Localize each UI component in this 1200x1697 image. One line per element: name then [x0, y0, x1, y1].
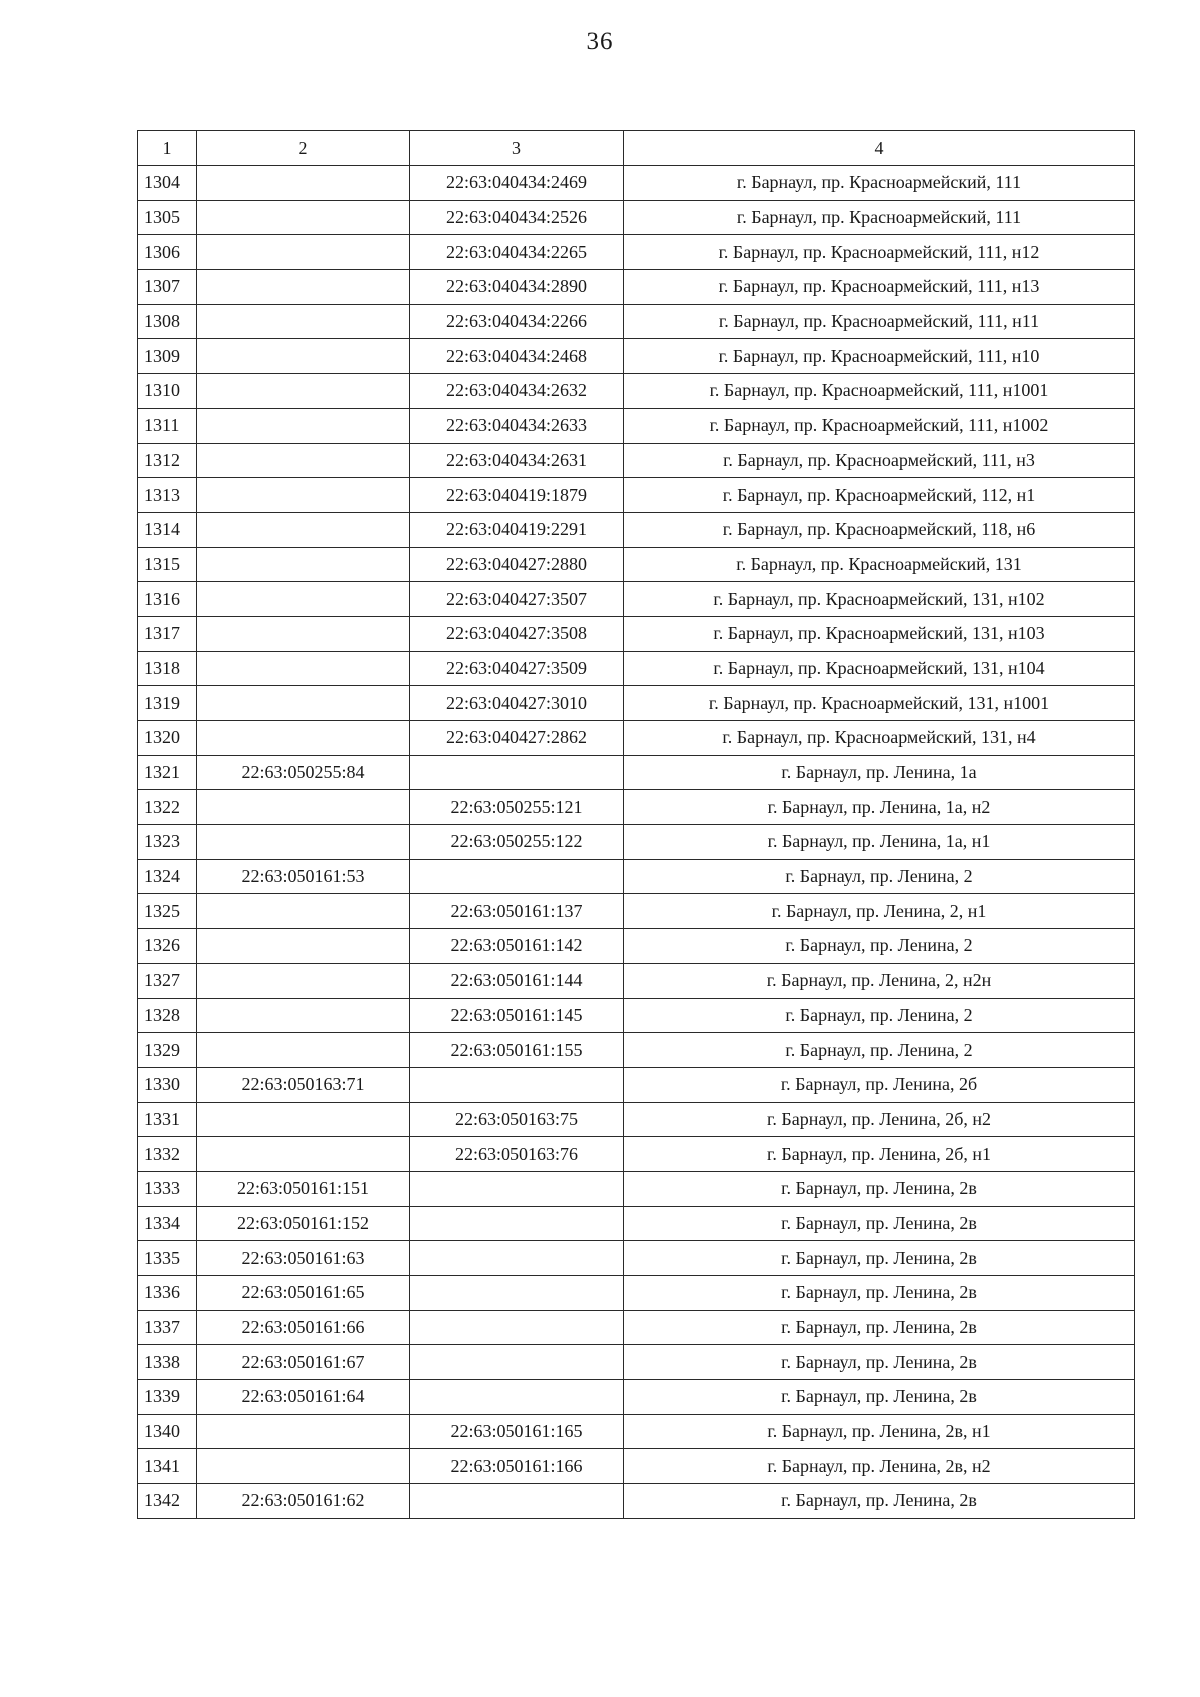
header-col-3: 3 [410, 131, 624, 166]
row-number-cell: 1308 [138, 304, 197, 339]
page-number: 36 [586, 28, 614, 55]
land-cadastral-number-cell [197, 686, 410, 721]
land-cadastral-number-cell [197, 478, 410, 513]
address-cell: г. Барнаул, пр. Красноармейский, 111, н12 [624, 235, 1135, 270]
land-cadastral-number-cell [197, 304, 410, 339]
land-cadastral-number-cell [197, 894, 410, 929]
land-cadastral-number-cell: 22:63:050255:84 [197, 755, 410, 790]
table-row [138, 1310, 1135, 1345]
address-cell: г. Барнаул, пр. Ленина, 2в [624, 1171, 1135, 1206]
premises-cadastral-number-cell [410, 1241, 624, 1276]
premises-cadastral-number-cell: 22:63:040434:2890 [410, 270, 624, 305]
table-row [138, 1171, 1135, 1206]
table-row [138, 1137, 1135, 1172]
row-number-cell: 1309 [138, 339, 197, 374]
table-row [138, 547, 1135, 582]
header-col-4: 4 [624, 131, 1135, 166]
row-number-cell: 1316 [138, 582, 197, 617]
land-cadastral-number-cell: 22:63:050161:67 [197, 1345, 410, 1380]
premises-cadastral-number-cell: 22:63:050161:142 [410, 929, 624, 964]
premises-cadastral-number-cell: 22:63:050163:76 [410, 1137, 624, 1172]
address-cell: г. Барнаул, пр. Ленина, 1а, н2 [624, 790, 1135, 825]
land-cadastral-number-cell: 22:63:050161:65 [197, 1276, 410, 1311]
address-cell: г. Барнаул, пр. Красноармейский, 131, н103 [624, 616, 1135, 651]
land-cadastral-number-cell: 22:63:050163:71 [197, 1067, 410, 1102]
premises-cadastral-number-cell: 22:63:050161:144 [410, 963, 624, 998]
land-cadastral-number-cell [197, 1102, 410, 1137]
address-cell: г. Барнаул, пр. Ленина, 2, н1 [624, 894, 1135, 929]
row-number-cell: 1342 [138, 1484, 197, 1519]
table-body [138, 166, 1135, 1519]
land-cadastral-number-cell: 22:63:050161:151 [197, 1171, 410, 1206]
land-cadastral-number-cell [197, 339, 410, 374]
premises-cadastral-number-cell: 22:63:050163:75 [410, 1102, 624, 1137]
row-number-cell: 1333 [138, 1171, 197, 1206]
registry-table [137, 130, 1135, 1519]
premises-cadastral-number-cell [410, 1206, 624, 1241]
address-cell: г. Барнаул, пр. Красноармейский, 111 [624, 200, 1135, 235]
row-number-cell: 1331 [138, 1102, 197, 1137]
land-cadastral-number-cell: 22:63:050161:152 [197, 1206, 410, 1241]
address-cell: г. Барнаул, пр. Красноармейский, 131, н102 [624, 582, 1135, 617]
address-cell: г. Барнаул, пр. Ленина, 2в [624, 1241, 1135, 1276]
land-cadastral-number-cell [197, 235, 410, 270]
premises-cadastral-number-cell: 22:63:040434:2266 [410, 304, 624, 339]
land-cadastral-number-cell [197, 998, 410, 1033]
address-cell: г. Барнаул, пр. Красноармейский, 111 [624, 166, 1135, 201]
row-number-cell: 1337 [138, 1310, 197, 1345]
table-row [138, 235, 1135, 270]
row-number-cell: 1330 [138, 1067, 197, 1102]
table-header [138, 131, 1135, 166]
table-row [138, 998, 1135, 1033]
header-col-1: 1 [138, 131, 197, 166]
land-cadastral-number-cell [197, 408, 410, 443]
row-number-cell: 1325 [138, 894, 197, 929]
row-number-cell: 1304 [138, 166, 197, 201]
table-row [138, 825, 1135, 860]
row-number-cell: 1319 [138, 686, 197, 721]
premises-cadastral-number-cell: 22:63:050161:165 [410, 1414, 624, 1449]
table-row [138, 374, 1135, 409]
premises-cadastral-number-cell: 22:63:050255:122 [410, 825, 624, 860]
table-row [138, 929, 1135, 964]
premises-cadastral-number-cell: 22:63:050161:155 [410, 1033, 624, 1068]
address-cell: г. Барнаул, пр. Ленина, 2, н2н [624, 963, 1135, 998]
table-row [138, 894, 1135, 929]
table-row [138, 859, 1135, 894]
premises-cadastral-number-cell: 22:63:040427:2862 [410, 721, 624, 756]
table-row [138, 651, 1135, 686]
row-number-cell: 1311 [138, 408, 197, 443]
table-row [138, 1414, 1135, 1449]
row-number-cell: 1312 [138, 443, 197, 478]
table-row [138, 200, 1135, 235]
premises-cadastral-number-cell: 22:63:040434:2265 [410, 235, 624, 270]
land-cadastral-number-cell [197, 1449, 410, 1484]
address-cell: г. Барнаул, пр. Ленина, 2б [624, 1067, 1135, 1102]
address-cell: г. Барнаул, пр. Ленина, 1а, н1 [624, 825, 1135, 860]
row-number-cell: 1328 [138, 998, 197, 1033]
table-row [138, 1241, 1135, 1276]
row-number-cell: 1335 [138, 1241, 197, 1276]
address-cell: г. Барнаул, пр. Красноармейский, 111, н11 [624, 304, 1135, 339]
land-cadastral-number-cell [197, 166, 410, 201]
row-number-cell: 1313 [138, 478, 197, 513]
premises-cadastral-number-cell [410, 859, 624, 894]
address-cell: г. Барнаул, пр. Ленина, 2в [624, 1380, 1135, 1415]
address-cell: г. Барнаул, пр. Красноармейский, 131, н4 [624, 721, 1135, 756]
row-number-cell: 1341 [138, 1449, 197, 1484]
header-col-2: 2 [197, 131, 410, 166]
table-row [138, 721, 1135, 756]
premises-cadastral-number-cell: 22:63:050161:166 [410, 1449, 624, 1484]
premises-cadastral-number-cell [410, 1310, 624, 1345]
address-cell: г. Барнаул, пр. Красноармейский, 111, н3 [624, 443, 1135, 478]
address-cell: г. Барнаул, пр. Красноармейский, 111, н1002 [624, 408, 1135, 443]
row-number-cell: 1310 [138, 374, 197, 409]
address-cell: г. Барнаул, пр. Ленина, 2в, н1 [624, 1414, 1135, 1449]
address-cell: г. Барнаул, пр. Красноармейский, 131 [624, 547, 1135, 582]
address-cell: г. Барнаул, пр. Ленина, 2в [624, 1310, 1135, 1345]
table-row [138, 512, 1135, 547]
row-number-cell: 1322 [138, 790, 197, 825]
table-row [138, 1033, 1135, 1068]
row-number-cell: 1321 [138, 755, 197, 790]
address-cell: г. Барнаул, пр. Ленина, 1а [624, 755, 1135, 790]
row-number-cell: 1314 [138, 512, 197, 547]
premises-cadastral-number-cell: 22:63:040434:2469 [410, 166, 624, 201]
table-row [138, 1449, 1135, 1484]
table-row [138, 408, 1135, 443]
address-cell: г. Барнаул, пр. Красноармейский, 111, н13 [624, 270, 1135, 305]
land-cadastral-number-cell [197, 1033, 410, 1068]
land-cadastral-number-cell [197, 443, 410, 478]
land-cadastral-number-cell [197, 929, 410, 964]
premises-cadastral-number-cell: 22:63:040427:3507 [410, 582, 624, 617]
premises-cadastral-number-cell: 22:63:040427:3010 [410, 686, 624, 721]
premises-cadastral-number-cell [410, 755, 624, 790]
land-cadastral-number-cell [197, 1137, 410, 1172]
row-number-cell: 1306 [138, 235, 197, 270]
row-number-cell: 1338 [138, 1345, 197, 1380]
land-cadastral-number-cell: 22:63:050161:62 [197, 1484, 410, 1519]
table-row [138, 443, 1135, 478]
table-row [138, 478, 1135, 513]
row-number-cell: 1334 [138, 1206, 197, 1241]
address-cell: г. Барнаул, пр. Ленина, 2в [624, 1484, 1135, 1519]
table-row [138, 1380, 1135, 1415]
land-cadastral-number-cell: 22:63:050161:64 [197, 1380, 410, 1415]
premises-cadastral-number-cell: 22:63:040427:2880 [410, 547, 624, 582]
table-row [138, 686, 1135, 721]
table-row [138, 1345, 1135, 1380]
premises-cadastral-number-cell [410, 1345, 624, 1380]
premises-cadastral-number-cell [410, 1380, 624, 1415]
land-cadastral-number-cell [197, 270, 410, 305]
address-cell: г. Барнаул, пр. Ленина, 2б, н2 [624, 1102, 1135, 1137]
address-cell: г. Барнаул, пр. Ленина, 2 [624, 859, 1135, 894]
premises-cadastral-number-cell: 22:63:050161:137 [410, 894, 624, 929]
table-row [138, 1276, 1135, 1311]
table-row [138, 304, 1135, 339]
row-number-cell: 1332 [138, 1137, 197, 1172]
premises-cadastral-number-cell: 22:63:040434:2633 [410, 408, 624, 443]
land-cadastral-number-cell: 22:63:050161:63 [197, 1241, 410, 1276]
table-row [138, 1102, 1135, 1137]
premises-cadastral-number-cell: 22:63:040427:3509 [410, 651, 624, 686]
premises-cadastral-number-cell: 22:63:040427:3508 [410, 616, 624, 651]
row-number-cell: 1315 [138, 547, 197, 582]
row-number-cell: 1326 [138, 929, 197, 964]
row-number-cell: 1318 [138, 651, 197, 686]
premises-cadastral-number-cell: 22:63:040434:2526 [410, 200, 624, 235]
premises-cadastral-number-cell: 22:63:040434:2631 [410, 443, 624, 478]
address-cell: г. Барнаул, пр. Ленина, 2в, н2 [624, 1449, 1135, 1484]
address-cell: г. Барнаул, пр. Ленина, 2 [624, 1033, 1135, 1068]
land-cadastral-number-cell [197, 616, 410, 651]
address-cell: г. Барнаул, пр. Ленина, 2в [624, 1276, 1135, 1311]
address-cell: г. Барнаул, пр. Ленина, 2 [624, 929, 1135, 964]
row-number-cell: 1329 [138, 1033, 197, 1068]
address-cell: г. Барнаул, пр. Красноармейский, 111, н10 [624, 339, 1135, 374]
land-cadastral-number-cell [197, 1414, 410, 1449]
premises-cadastral-number-cell: 22:63:040419:1879 [410, 478, 624, 513]
land-cadastral-number-cell [197, 825, 410, 860]
table-row [138, 1067, 1135, 1102]
premises-cadastral-number-cell: 22:63:040434:2632 [410, 374, 624, 409]
header-row [138, 131, 1135, 166]
address-cell: г. Барнаул, пр. Красноармейский, 131, н1001 [624, 686, 1135, 721]
land-cadastral-number-cell [197, 582, 410, 617]
land-cadastral-number-cell [197, 374, 410, 409]
address-cell: г. Барнаул, пр. Красноармейский, 131, н104 [624, 651, 1135, 686]
land-cadastral-number-cell [197, 200, 410, 235]
address-cell: г. Барнаул, пр. Ленина, 2в [624, 1345, 1135, 1380]
land-cadastral-number-cell [197, 963, 410, 998]
table-row [138, 270, 1135, 305]
land-cadastral-number-cell [197, 790, 410, 825]
premises-cadastral-number-cell [410, 1276, 624, 1311]
table-row [138, 166, 1135, 201]
address-cell: г. Барнаул, пр. Красноармейский, 111, н1001 [624, 374, 1135, 409]
table-row [138, 755, 1135, 790]
row-number-cell: 1340 [138, 1414, 197, 1449]
premises-cadastral-number-cell [410, 1067, 624, 1102]
table-row [138, 1206, 1135, 1241]
row-number-cell: 1320 [138, 721, 197, 756]
premises-cadastral-number-cell [410, 1484, 624, 1519]
table-row [138, 963, 1135, 998]
premises-cadastral-number-cell [410, 1171, 624, 1206]
land-cadastral-number-cell: 22:63:050161:53 [197, 859, 410, 894]
address-cell: г. Барнаул, пр. Ленина, 2в [624, 1206, 1135, 1241]
premises-cadastral-number-cell: 22:63:040419:2291 [410, 512, 624, 547]
row-number-cell: 1327 [138, 963, 197, 998]
land-cadastral-number-cell [197, 512, 410, 547]
address-cell: г. Барнаул, пр. Красноармейский, 118, н6 [624, 512, 1135, 547]
table-row [138, 790, 1135, 825]
land-cadastral-number-cell [197, 721, 410, 756]
premises-cadastral-number-cell: 22:63:050161:145 [410, 998, 624, 1033]
table-row [138, 1484, 1135, 1519]
premises-cadastral-number-cell: 22:63:050255:121 [410, 790, 624, 825]
row-number-cell: 1323 [138, 825, 197, 860]
table-row [138, 339, 1135, 374]
row-number-cell: 1336 [138, 1276, 197, 1311]
row-number-cell: 1324 [138, 859, 197, 894]
row-number-cell: 1317 [138, 616, 197, 651]
table-row [138, 582, 1135, 617]
premises-cadastral-number-cell: 22:63:040434:2468 [410, 339, 624, 374]
land-cadastral-number-cell [197, 547, 410, 582]
address-cell: г. Барнаул, пр. Ленина, 2б, н1 [624, 1137, 1135, 1172]
row-number-cell: 1305 [138, 200, 197, 235]
address-cell: г. Барнаул, пр. Ленина, 2 [624, 998, 1135, 1033]
row-number-cell: 1307 [138, 270, 197, 305]
land-cadastral-number-cell [197, 651, 410, 686]
land-cadastral-number-cell: 22:63:050161:66 [197, 1310, 410, 1345]
row-number-cell: 1339 [138, 1380, 197, 1415]
table-row [138, 616, 1135, 651]
address-cell: г. Барнаул, пр. Красноармейский, 112, н1 [624, 478, 1135, 513]
